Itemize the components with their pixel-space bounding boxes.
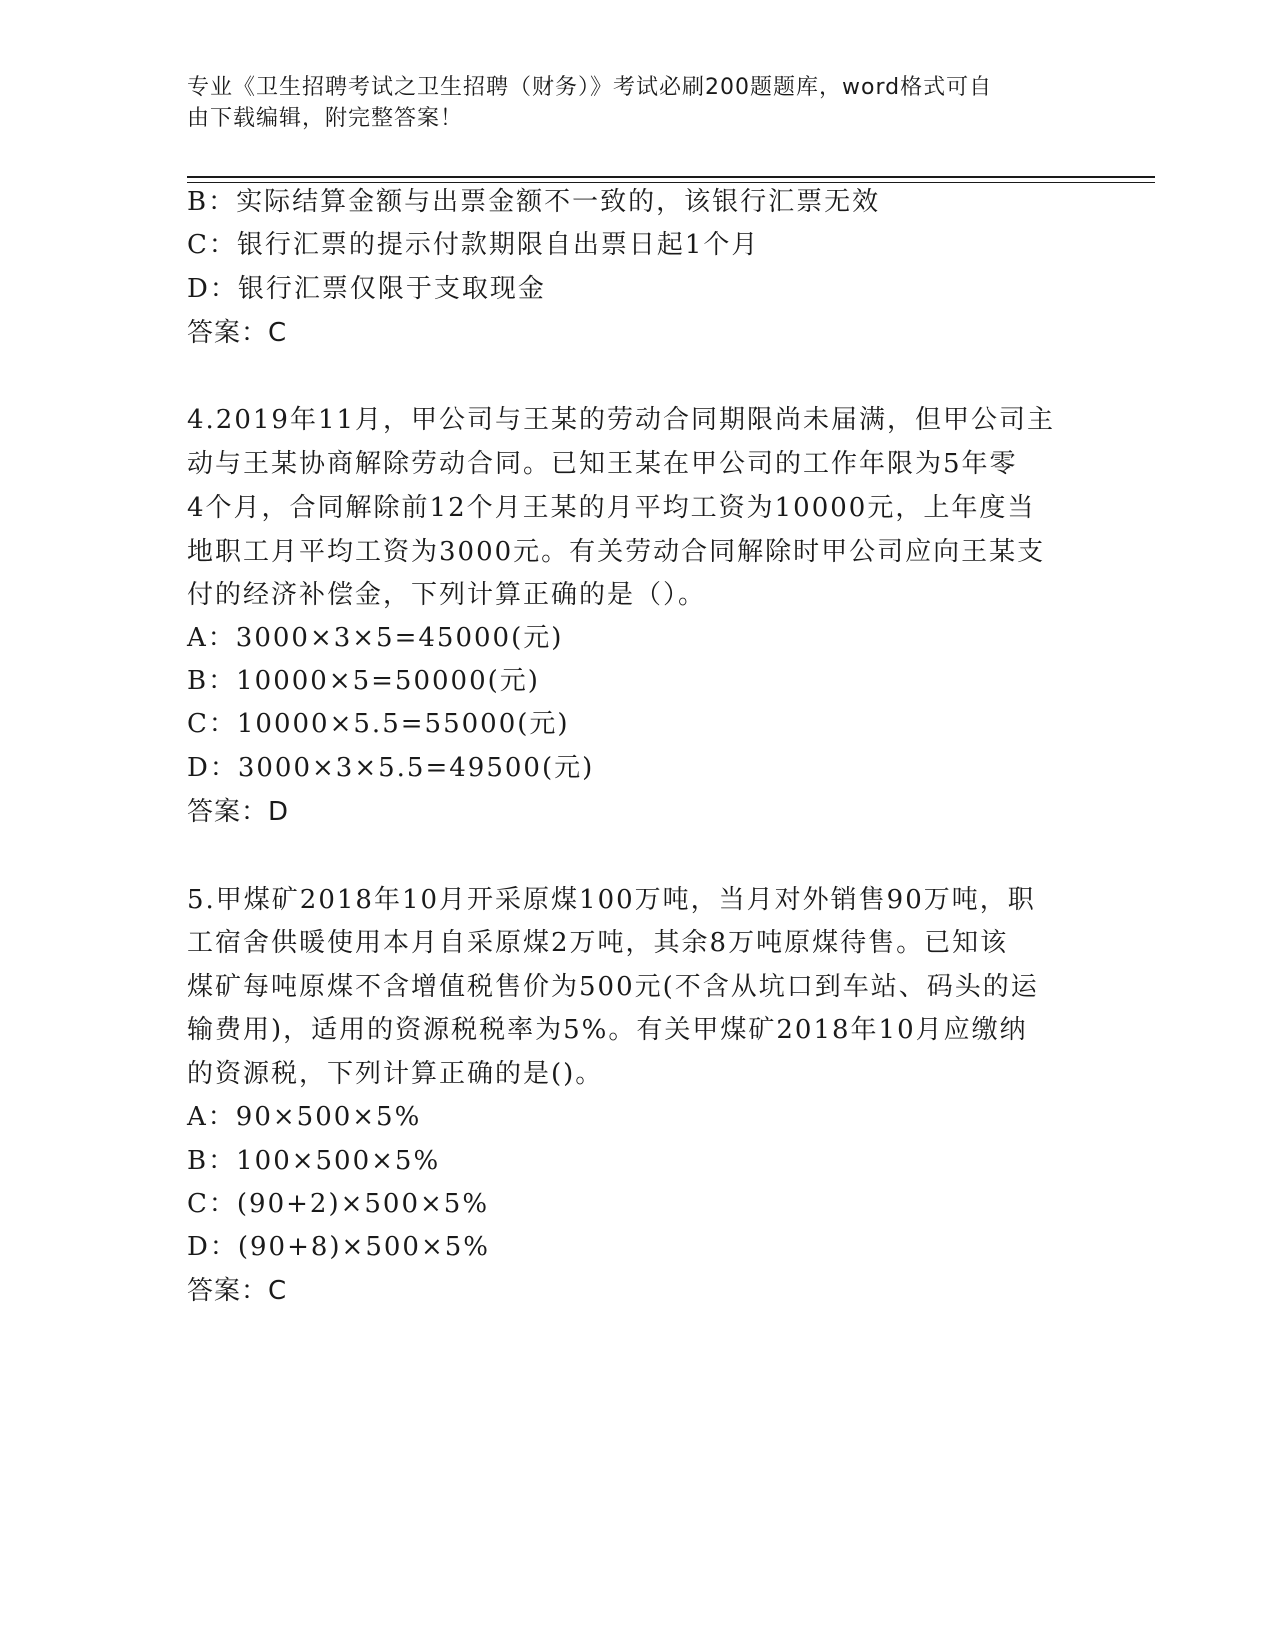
q4-option-d: D：3000×3×5.5=49500(元) <box>187 753 595 783</box>
q5-option-b: B：100×500×5% <box>187 1146 441 1176</box>
q4-stem-line-5: 付的经济补偿金，下列计算正确的是（）。 <box>187 580 707 610</box>
q4-stem-line-1: 4.2019年11月，甲公司与王某的劳动合同期限尚未届满，但甲公司主 <box>187 405 1056 435</box>
q3-answer: 答案：C <box>187 318 288 348</box>
q5-answer: 答案：C <box>187 1276 288 1306</box>
q5-stem-line-2: 工宿舍供暖使用本月自采原煤2万吨，其余8万吨原煤待售。已知该 <box>187 928 1009 958</box>
q4-option-a: A：3000×3×5=45000(元) <box>187 623 564 653</box>
header-rule-thick <box>187 176 1155 178</box>
q4-stem-line-4: 地职工月平均工资为3000元。有关劳动合同解除时甲公司应向王某支 <box>187 537 1046 567</box>
q4-stem-line-3: 4个月，合同解除前12个月王某的月平均工资为10000元，上年度当 <box>187 493 1036 523</box>
q3-option-b: B：实际结算金额与出票金额不一致的，该银行汇票无效 <box>187 187 881 217</box>
q4-option-c: C：10000×5.5=55000(元) <box>187 709 570 739</box>
q3-option-c: C：银行汇票的提示付款期限自出票日起1个月 <box>187 230 760 260</box>
q5-stem-line-5: 的资源税，下列计算正确的是()。 <box>187 1059 604 1089</box>
q5-option-c: C：(90+2)×500×5% <box>187 1189 490 1219</box>
header-rule-thin <box>187 182 1155 183</box>
q5-stem-line-3: 煤矿每吨原煤不含增值税售价为500元(不含从坑口到车站、码头的运 <box>187 972 1039 1002</box>
q5-option-a: A：90×500×5% <box>187 1102 422 1132</box>
header-line-2: 由下载编辑，附完整答案！ <box>187 106 464 131</box>
q5-stem-line-1: 5.甲煤矿2018年10月开采原煤100万吨，当月对外销售90万吨，职 <box>187 885 1036 915</box>
q4-answer: 答案：D <box>187 797 290 827</box>
q4-stem-line-2: 动与王某协商解除劳动合同。已知王某在甲公司的工作年限为5年零 <box>187 449 1018 479</box>
q5-stem-line-4: 输费用)，适用的资源税税率为5%。有关甲煤矿2018年10月应缴纳 <box>187 1015 1028 1045</box>
document-header <box>187 72 1067 134</box>
q3-option-d: D：银行汇票仅限于支取现金 <box>187 274 546 304</box>
q4-option-b: B：10000×5=50000(元) <box>187 666 540 696</box>
q5-option-d: D：(90+8)×500×5% <box>187 1232 490 1262</box>
header-line-1: 专业《卫生招聘考试之卫生招聘（财务）》考试必刷200题题库，word格式可自 <box>187 75 993 100</box>
